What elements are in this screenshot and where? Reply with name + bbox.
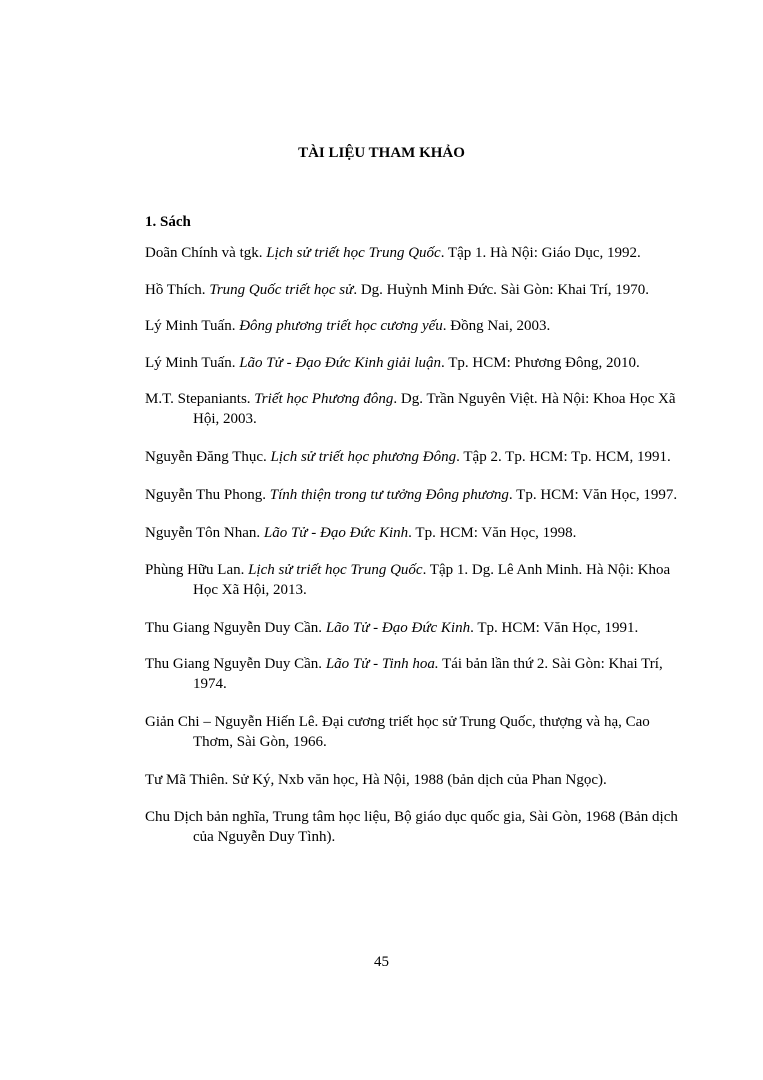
- reference-list: [145, 243, 685, 865]
- reference-item: Thu Giang Nguyễn Duy Cần. Lão Tử - Tinh hoa. Tái bản lần thứ 2. Sài Gòn: Khai Trí, 1974.: [145, 656, 663, 692]
- reference-item: Chu Dịch bản nghĩa, Trung tâm học liệu, Bộ giáo dục quốc gia, Sài Gòn, 1968 (Bản dịch của Nguyễn Duy Tình).: [145, 808, 678, 845]
- reference-item: Nguyễn Tôn Nhan. Lão Tử - Đạo Đức Kinh. Tp. HCM: Văn Học, 1998.: [145, 525, 577, 541]
- section-heading: 1. Sách: [145, 214, 191, 230]
- reference-item: M.T. Stepaniants. Triết học Phương đông. Dg. Trần Nguyên Việt. Hà Nội: Khoa Học Xã Hội, 2003.: [145, 391, 676, 427]
- reference-item: Hồ Thích. Trung Quốc triết học sử. Dg. Huỳnh Minh Đức. Sài Gòn: Khai Trí, 1970.: [145, 281, 649, 298]
- reference-item: Nguyễn Đăng Thục. Lịch sử triết học phương Đông. Tập 2. Tp. HCM: Tp. HCM, 1991.: [145, 449, 671, 465]
- reference-item: Doãn Chính và tgk. Lịch sử triết học Trung Quốc. Tập 1. Hà Nội: Giáo Dục, 1992.: [145, 245, 641, 261]
- reference-item: Giản Chi – Nguyễn Hiến Lê. Đại cương triết học sử Trung Quốc, thượng và hạ, Cao Thơm, Sài Gòn, 1966.: [145, 714, 650, 750]
- reference-item: Lý Minh Tuấn. Đông phương triết học cương yếu. Đồng Nai, 2003.: [145, 318, 551, 334]
- reference-item: Thu Giang Nguyễn Duy Cần. Lão Tử - Đạo Đức Kinh. Tp. HCM: Văn Học, 1991.: [145, 619, 639, 636]
- reference-item: Nguyễn Thu Phong. Tính thiện trong tư tưởng Đông phương. Tp. HCM: Văn Học, 1997.: [145, 487, 678, 503]
- reference-item: Phùng Hữu Lan. Lịch sử triết học Trung Quốc. Tập 1. Dg. Lê Anh Minh. Hà Nội: Khoa Học Xã Hội, 2013.: [145, 561, 671, 598]
- page-title: TÀI LIỆU THAM KHẢO: [298, 145, 465, 161]
- reference-item: Lý Minh Tuấn. Lão Tử - Đạo Đức Kinh giải luận. Tp. HCM: Phương Đông, 2010.: [145, 354, 640, 371]
- reference-item: Tư Mã Thiên. Sử Ký, Nxb văn học, Hà Nội, 1988 (bản dịch của Phan Ngọc).: [145, 772, 607, 788]
- page-number: 45: [374, 954, 389, 970]
